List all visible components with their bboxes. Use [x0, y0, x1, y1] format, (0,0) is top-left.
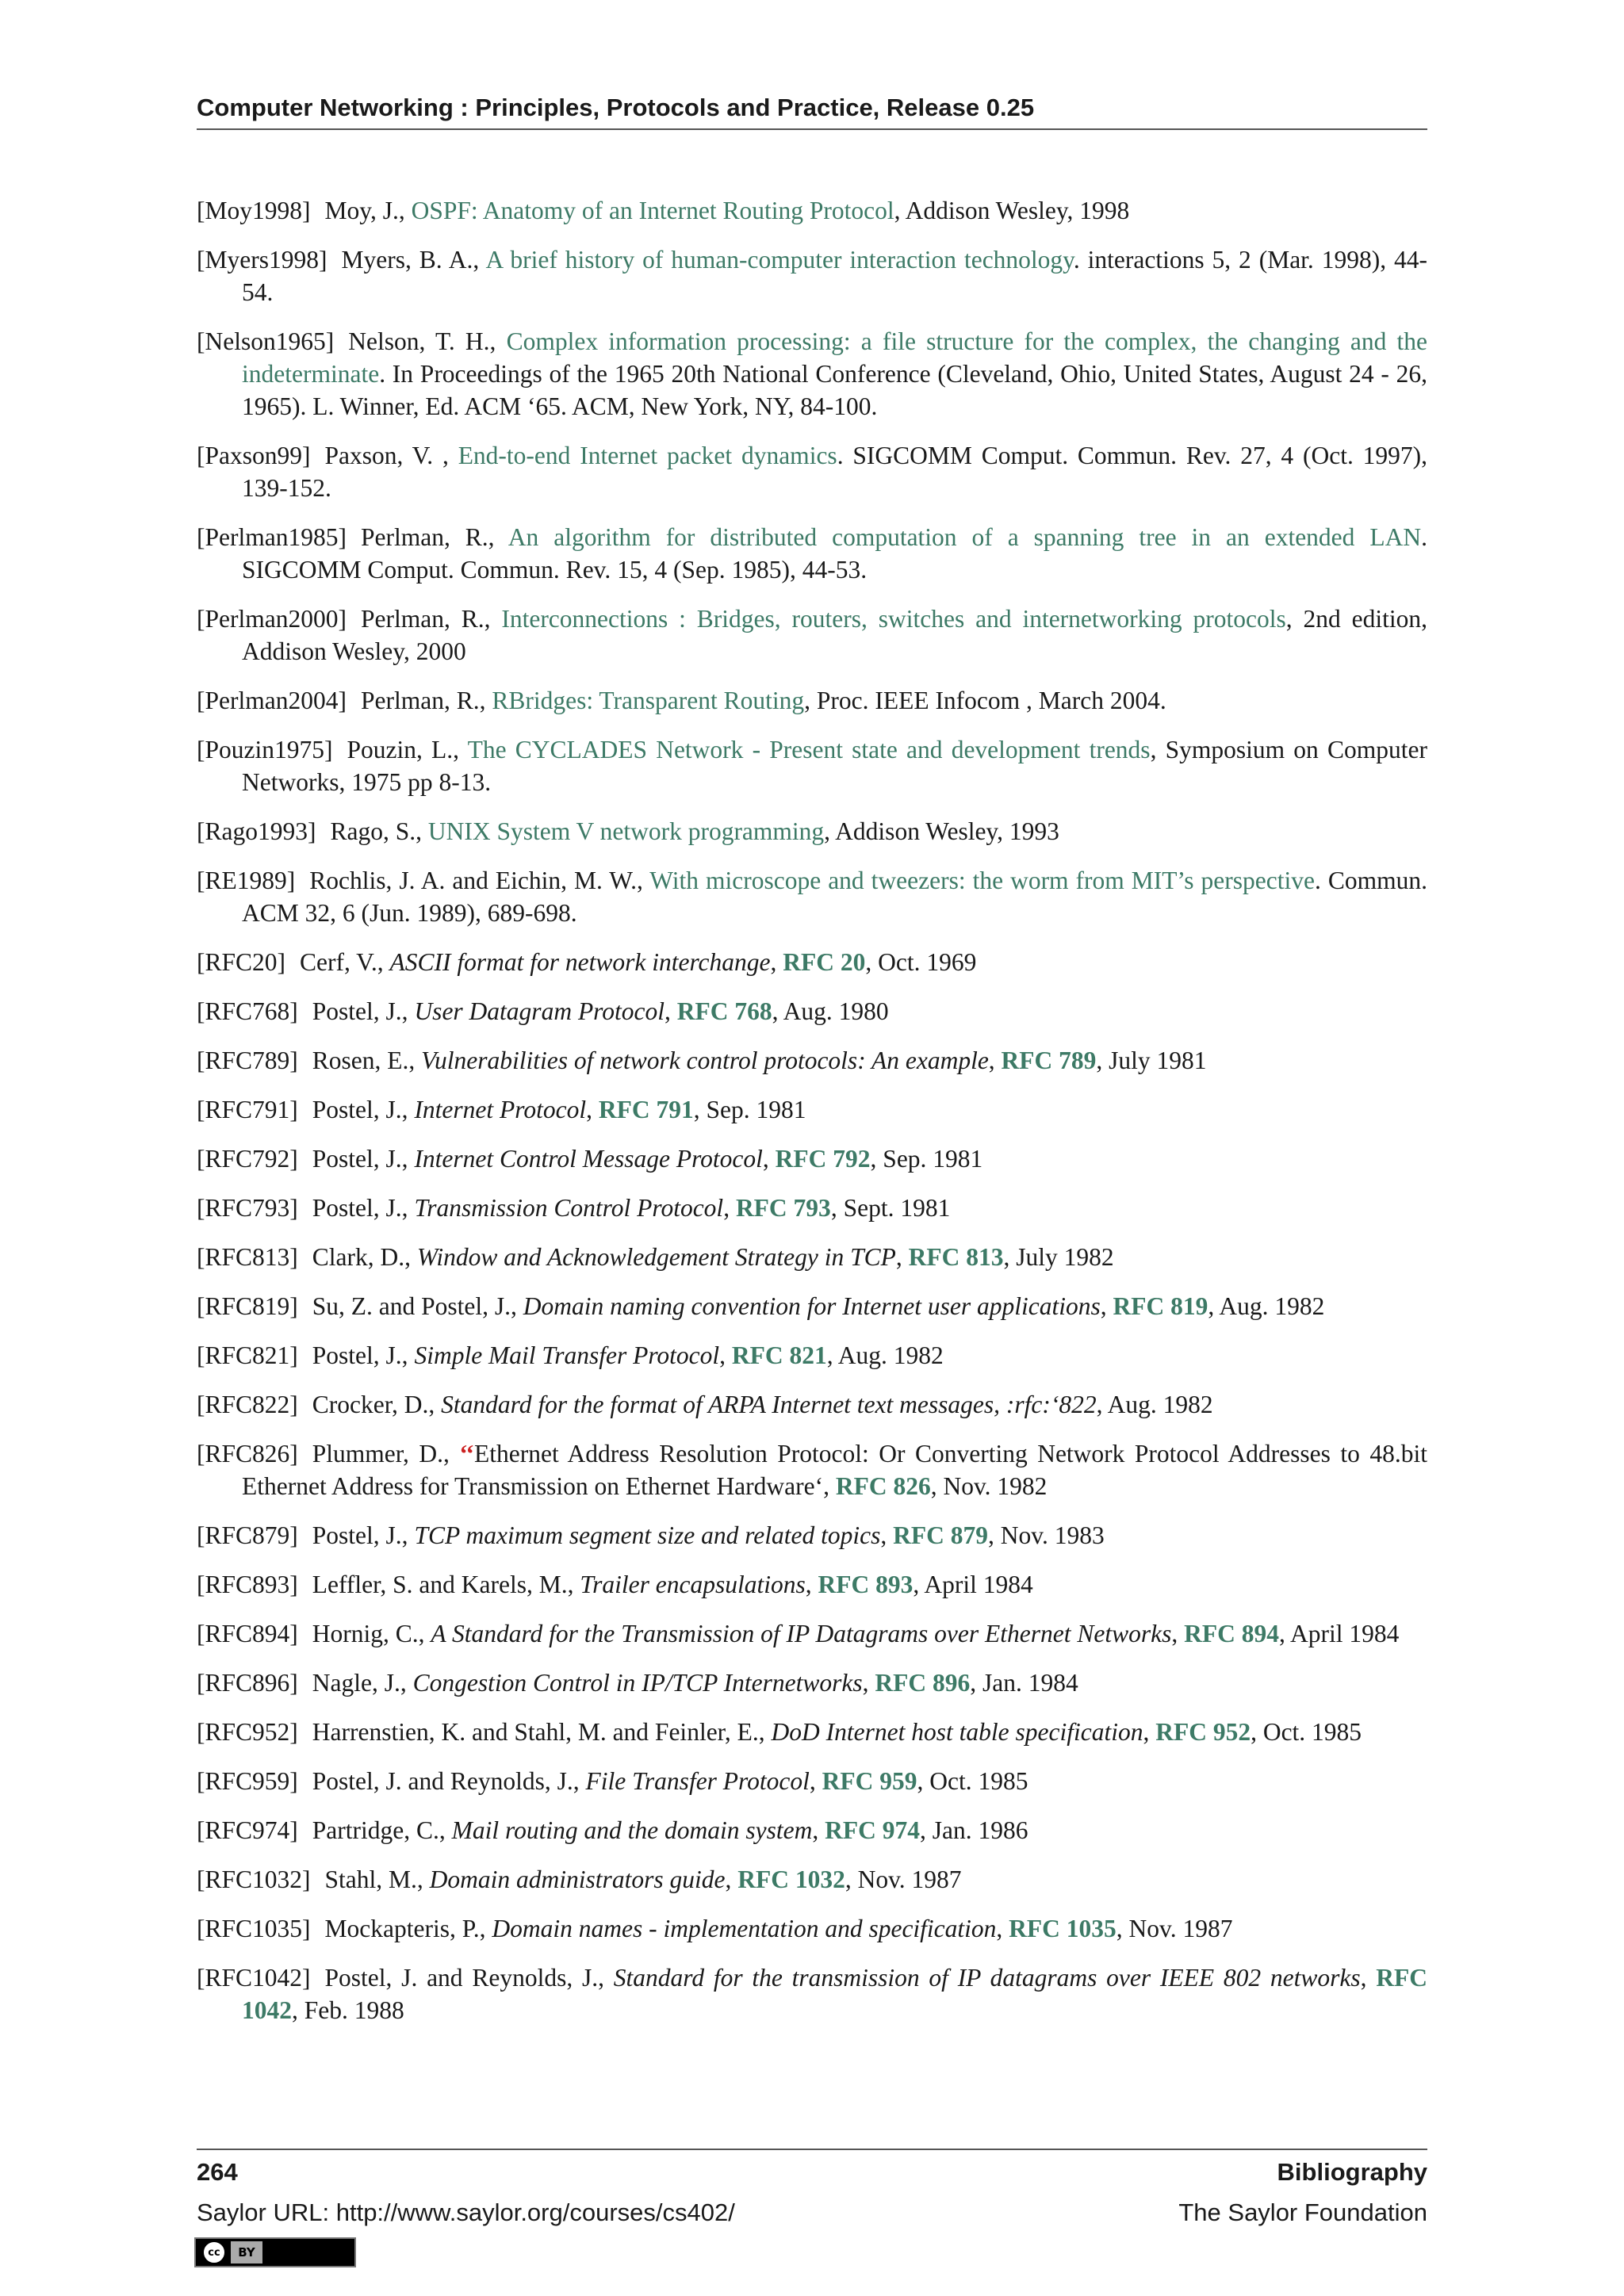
- rfc-link[interactable]: RFC 789: [1001, 1047, 1097, 1074]
- reference-text: Perlman, R.,: [360, 605, 502, 633]
- citation-key: [Paxson99]: [197, 442, 311, 469]
- reference-text: Plummer, D.,: [312, 1440, 460, 1468]
- reference-text: ,: [809, 1767, 822, 1795]
- reference-text: Perlman, R.,: [360, 687, 492, 714]
- reference-title: ASCII format for network interchange: [389, 948, 771, 976]
- reference-text: ,: [665, 997, 677, 1025]
- citation-key: [Myers1998]: [197, 246, 327, 274]
- citation-key: [RFC822]: [197, 1391, 298, 1418]
- running-header: Computer Networking : Principles, Protocols and Practice, Release 0.25: [197, 94, 1035, 121]
- rfc-link[interactable]: RFC 879: [893, 1521, 989, 1549]
- citation-key: [Moy1998]: [197, 197, 311, 224]
- reference-text: ,: [996, 1915, 1009, 1942]
- reference-text: ,: [862, 1669, 875, 1697]
- reference-title: A Standard for the Transmission of IP Datagrams over Ethernet Networks: [431, 1620, 1172, 1647]
- citation-key: [Pouzin1975]: [197, 736, 333, 763]
- citation-key: [RFC793]: [197, 1194, 298, 1222]
- bib-entry: [197, 1961, 1427, 2026]
- reference-text: , Aug. 1982: [1096, 1391, 1213, 1418]
- reference-text: Postel, J.,: [312, 997, 415, 1025]
- bib-entry: [197, 815, 1427, 848]
- citation-key: [RFC1035]: [197, 1915, 311, 1942]
- reference-text: ,: [1171, 1620, 1185, 1647]
- reference-text: Nelson, T. H.,: [348, 327, 507, 355]
- citation-key: [RFC1032]: [197, 1866, 311, 1893]
- citation-key: [RFC974]: [197, 1816, 298, 1844]
- reference-text: Paxson, V. ,: [324, 442, 458, 469]
- reference-text: , Addison Wesley, 1993: [824, 817, 1059, 845]
- bib-entry: [197, 946, 1427, 978]
- reference-text: ,: [1360, 1964, 1377, 1992]
- rfc-link[interactable]: RFC 819: [1113, 1292, 1208, 1320]
- reference-text: Postel, J.,: [312, 1521, 415, 1549]
- bib-entry: [197, 1814, 1427, 1846]
- reference-text: Nagle, J.,: [312, 1669, 413, 1697]
- rfc-link[interactable]: RFC 791: [598, 1096, 694, 1123]
- bib-entry: [197, 1617, 1427, 1650]
- bib-entry: [197, 684, 1427, 717]
- reference-text: Hornig, C.,: [312, 1620, 431, 1647]
- reference-text: Postel, J.,: [312, 1096, 415, 1123]
- bib-entry: [197, 194, 1427, 227]
- reference-text: ,: [988, 1047, 1002, 1074]
- reference-title-link[interactable]: End-to-end Internet packet dynamics: [458, 442, 837, 469]
- saylor-url[interactable]: Saylor URL: http://www.saylor.org/courses/cs402/: [197, 2198, 735, 2226]
- reference-text: , Jan. 1986: [919, 1816, 1028, 1844]
- rfc-link[interactable]: RFC 896: [875, 1669, 971, 1697]
- reference-text: , July 1981: [1096, 1047, 1207, 1074]
- reference-text: Crocker, D.,: [312, 1391, 442, 1418]
- rfc-link[interactable]: RFC 893: [818, 1571, 914, 1598]
- reference-text: , Sep. 1981: [870, 1145, 983, 1173]
- citation-key: [RFC896]: [197, 1669, 298, 1697]
- reference-text: , Oct. 1985: [1251, 1718, 1362, 1746]
- reference-title: File Transfer Protocol: [585, 1767, 810, 1795]
- reference-text: , Sep. 1981: [693, 1096, 806, 1123]
- reference-title: Window and Acknowledgement Strategy in TCP: [416, 1243, 896, 1271]
- cc-by-license-badge: [194, 2237, 356, 2267]
- by-icon: BY: [231, 2241, 262, 2263]
- reference-text: , Symposium on Computer Networks, 1975 pp 8-13.: [242, 736, 1427, 796]
- reference-title: Standard for the transmission of IP datagrams over IEEE 802 networks: [613, 1964, 1361, 1992]
- reference-text: Postel, J.,: [312, 1145, 415, 1173]
- reference-text: , Sept. 1981: [830, 1194, 951, 1222]
- reference-text: Stahl, M.,: [324, 1866, 430, 1893]
- reference-text: . SIGCOMM Comput. Commun. Rev. 27, 4 (Oct. 1997), 139-152.: [242, 442, 1427, 502]
- reference-title: Standard for the format of ARPA Internet text messages, :rfc:‘822: [441, 1391, 1097, 1418]
- reference-text: Cerf, V.,: [300, 948, 390, 976]
- reference-title-link[interactable]: A brief history of human-computer interaction technology: [485, 246, 1074, 274]
- reference-text: ,: [770, 948, 783, 976]
- rfc-link[interactable]: RFC 1042: [242, 1964, 1428, 2024]
- rfc-link[interactable]: RFC 952: [1155, 1718, 1251, 1746]
- reference-text: Mockapteris, P.,: [324, 1915, 492, 1942]
- bib-entry: [197, 1142, 1427, 1175]
- rfc-link[interactable]: RFC 768: [676, 997, 772, 1025]
- reference-text: ,: [805, 1571, 818, 1598]
- reference-title: DoD Internet host table specification: [771, 1718, 1143, 1746]
- reference-text: , Aug. 1982: [826, 1341, 944, 1369]
- bib-entry: [197, 243, 1427, 308]
- reference-title: Simple Mail Transfer Protocol: [414, 1341, 720, 1369]
- reference-text: , Oct. 1969: [865, 948, 977, 976]
- rfc-link[interactable]: RFC 20: [783, 948, 866, 976]
- citation-key: [Rago1993]: [197, 817, 316, 845]
- rfc-link[interactable]: RFC 894: [1184, 1620, 1279, 1647]
- citation-key: [Perlman1985]: [197, 523, 347, 551]
- reference-title-link[interactable]: UNIX System V network programming: [427, 817, 825, 845]
- rfc-link[interactable]: RFC 821: [731, 1341, 827, 1369]
- citation-key: [RE1989]: [197, 867, 296, 894]
- reference-text: Rochlis, J. A. and Eichin, M. W.,: [309, 867, 650, 894]
- reference-text: , Nov. 1983: [988, 1521, 1105, 1549]
- bib-entry: [197, 1290, 1427, 1322]
- bib-entry: [197, 1765, 1427, 1797]
- bib-entry: [197, 1912, 1427, 1945]
- bib-entry: [197, 1519, 1427, 1552]
- reference-text: ,: [812, 1816, 825, 1844]
- reference-title: Congestion Control in IP/TCP Internetworks: [412, 1669, 863, 1697]
- bib-entry: [197, 603, 1427, 668]
- reference-text: , Oct. 1985: [917, 1767, 1028, 1795]
- reference-text: , Nov. 1987: [845, 1866, 962, 1893]
- citation-key: [RFC952]: [197, 1718, 298, 1746]
- bib-entry: [197, 325, 1427, 423]
- reference-text: ,: [762, 1145, 776, 1173]
- page-number: 264: [197, 2158, 238, 2186]
- reference-text: Postel, J. and Reynolds, J.,: [312, 1767, 586, 1795]
- reference-text: , April 1984: [1278, 1620, 1400, 1647]
- reference-text: Partridge, C.,: [312, 1816, 452, 1844]
- reference-text: , Addison Wesley, 1998: [894, 197, 1130, 224]
- reference-title: Domain naming convention for Internet user applications: [523, 1292, 1101, 1320]
- reference-text: ,: [1143, 1718, 1156, 1746]
- citation-key: [RFC893]: [197, 1571, 298, 1598]
- citation-key: [RFC894]: [197, 1620, 298, 1647]
- reference-text: Leffler, S. and Karels, M.,: [312, 1571, 580, 1598]
- rfc-link[interactable]: RFC 1032: [737, 1866, 845, 1893]
- reference-title: Transmission Control Protocol: [414, 1194, 724, 1222]
- citation-key: [RFC959]: [197, 1767, 298, 1795]
- rfc-link[interactable]: RFC 959: [822, 1767, 917, 1795]
- reference-text: Postel, J.,: [312, 1194, 415, 1222]
- reference-text: Su, Z. and Postel, J.,: [312, 1292, 523, 1320]
- bib-entry: [197, 1568, 1427, 1601]
- citation-key: [RFC826]: [197, 1440, 298, 1468]
- cc-icon: cc: [202, 2241, 226, 2264]
- reference-title: Internet Protocol: [414, 1096, 587, 1123]
- reference-text: , April 1984: [913, 1571, 1033, 1598]
- reference-text: , Nov. 1982: [930, 1472, 1048, 1500]
- reference-text: , Aug. 1980: [772, 997, 889, 1025]
- bib-entry: [197, 1192, 1427, 1224]
- reference-title-link[interactable]: An algorithm for distributed computation of a spanning tree in an extended LAN: [508, 523, 1422, 551]
- citation-key: [Perlman2004]: [197, 687, 347, 714]
- bib-entry: [197, 995, 1427, 1027]
- reference-text: ,: [725, 1866, 738, 1893]
- reference-text: Myers, B. A.,: [341, 246, 486, 274]
- bib-entry: [197, 1388, 1427, 1421]
- reference-title-link[interactable]: With microscope and tweezers: the worm from MIT’s perspective: [649, 867, 1315, 894]
- reference-text: ,: [895, 1243, 909, 1271]
- reference-text: ,: [719, 1341, 732, 1369]
- reference-title-link[interactable]: OSPF: Anatomy of an Internet Routing Protocol: [411, 197, 894, 224]
- reference-text: ,: [1100, 1292, 1113, 1320]
- bib-entry: [197, 1716, 1427, 1748]
- header-rule: [197, 128, 1427, 130]
- reference-title: User Datagram Protocol: [414, 997, 665, 1025]
- reference-text: . SIGCOMM Comput. Commun. Rev. 15, 4 (Sep. 1985), 44-53.: [242, 523, 1427, 584]
- citation-key: [RFC792]: [197, 1145, 298, 1173]
- reference-text: Perlman, R.,: [360, 523, 508, 551]
- citation-key: [RFC20]: [197, 948, 286, 976]
- citation-key: [RFC819]: [197, 1292, 298, 1320]
- footer-section-title: Bibliography: [1277, 2158, 1427, 2186]
- bib-entry: [197, 521, 1427, 586]
- reference-text: ,: [723, 1194, 736, 1222]
- bib-entry: [197, 1339, 1427, 1372]
- reference-title-link[interactable]: Complex information processing: a file structure for the complex, the changing and the indeterminate: [242, 327, 1428, 388]
- reference-text: , Feb. 1988: [292, 1996, 404, 2024]
- reference-title-link[interactable]: The CYCLADES Network - Present state and development trends: [467, 736, 1151, 763]
- reference-title: Mail routing and the domain system: [451, 1816, 813, 1844]
- bib-entry: [197, 1667, 1427, 1699]
- reference-text: ,: [586, 1096, 599, 1123]
- bib-entry: [197, 1241, 1427, 1273]
- rfc-link[interactable]: RFC 826: [835, 1472, 931, 1500]
- citation-key: [RFC789]: [197, 1047, 298, 1074]
- rfc-link[interactable]: RFC 792: [775, 1145, 871, 1173]
- reference-text: Rosen, E.,: [312, 1047, 422, 1074]
- reference-text: ,: [880, 1521, 894, 1549]
- bib-entry: [197, 864, 1427, 929]
- reference-text: , July 1982: [1003, 1243, 1114, 1271]
- reference-text: . In Proceedings of the 1965 20th National Conference (Cleveland, Ohio, United States, August 24 - 26, 1965). L. Winner, Ed. ACM ‘65. ACM, New York, NY, 84-100.: [242, 360, 1427, 420]
- reference-text: Rago, S.,: [330, 817, 428, 845]
- rfc-link[interactable]: RFC 813: [908, 1243, 1004, 1271]
- bibliography-list: [197, 194, 1427, 2043]
- bib-entry: [197, 1437, 1427, 1502]
- reference-text: . interactions 5, 2 (Mar. 1998), 44-54.: [242, 246, 1427, 306]
- reference-text: , Nov. 1987: [1116, 1915, 1233, 1942]
- quote-marks: ‘‘: [459, 1440, 475, 1468]
- reference-text: , Aug. 1982: [1208, 1292, 1325, 1320]
- reference-title-link[interactable]: Interconnections : Bridges, routers, switches and internetworking protocols: [501, 605, 1286, 633]
- rfc-link[interactable]: RFC 1035: [1009, 1915, 1116, 1942]
- bib-entry: [197, 439, 1427, 504]
- footer-rule: [197, 2149, 1427, 2150]
- citation-key: [RFC791]: [197, 1096, 298, 1123]
- citation-key: [Nelson1965]: [197, 327, 335, 355]
- citation-key: [Perlman2000]: [197, 605, 347, 633]
- reference-text: Pouzin, L.,: [347, 736, 468, 763]
- reference-text: Clark, D.,: [312, 1243, 417, 1271]
- citation-key: [RFC1042]: [197, 1964, 311, 1992]
- reference-text: Postel, J. and Reynolds, J.,: [324, 1964, 614, 1992]
- reference-title: Internet Control Message Protocol: [414, 1145, 763, 1173]
- citation-key: [RFC768]: [197, 997, 298, 1025]
- reference-text: . Commun. ACM 32, 6 (Jun. 1989), 689-698.: [242, 867, 1427, 927]
- reference-text: Ethernet Address Resolution Protocol: Or Converting Network Protocol Addresses to 48.bit Ethernet Address for Transmission on Ethernet Hardware‘,: [242, 1440, 1428, 1500]
- citation-key: [RFC879]: [197, 1521, 298, 1549]
- bib-entry: [197, 1044, 1427, 1077]
- reference-title: Trailer encapsulations: [580, 1571, 806, 1598]
- reference-text: Postel, J.,: [312, 1341, 415, 1369]
- rfc-link[interactable]: RFC 793: [735, 1194, 831, 1222]
- reference-text: Harrenstien, K. and Stahl, M. and Feinler, E.,: [312, 1718, 772, 1746]
- bib-entry: [197, 733, 1427, 798]
- bib-entry: [197, 1093, 1427, 1126]
- reference-title: Domain names - implementation and specification: [492, 1915, 997, 1942]
- rfc-link[interactable]: RFC 974: [825, 1816, 920, 1844]
- reference-title: Vulnerabilities of network control protocols: An example: [421, 1047, 989, 1074]
- foundation-name: The Saylor Foundation: [1178, 2198, 1427, 2226]
- citation-key: [RFC813]: [197, 1243, 298, 1271]
- reference-text: Moy, J.,: [324, 197, 412, 224]
- citation-key: [RFC821]: [197, 1341, 298, 1369]
- bib-entry: [197, 1863, 1427, 1896]
- reference-text: , 2nd edition, Addison Wesley, 2000: [242, 605, 1427, 665]
- reference-title: TCP maximum segment size and related topics: [414, 1521, 881, 1549]
- reference-text: , Jan. 1984: [970, 1669, 1078, 1697]
- reference-title-link[interactable]: RBridges: Transparent Routing: [492, 687, 805, 714]
- reference-title: Domain administrators guide: [429, 1866, 726, 1893]
- reference-text: , Proc. IEEE Infocom , March 2004.: [804, 687, 1166, 714]
